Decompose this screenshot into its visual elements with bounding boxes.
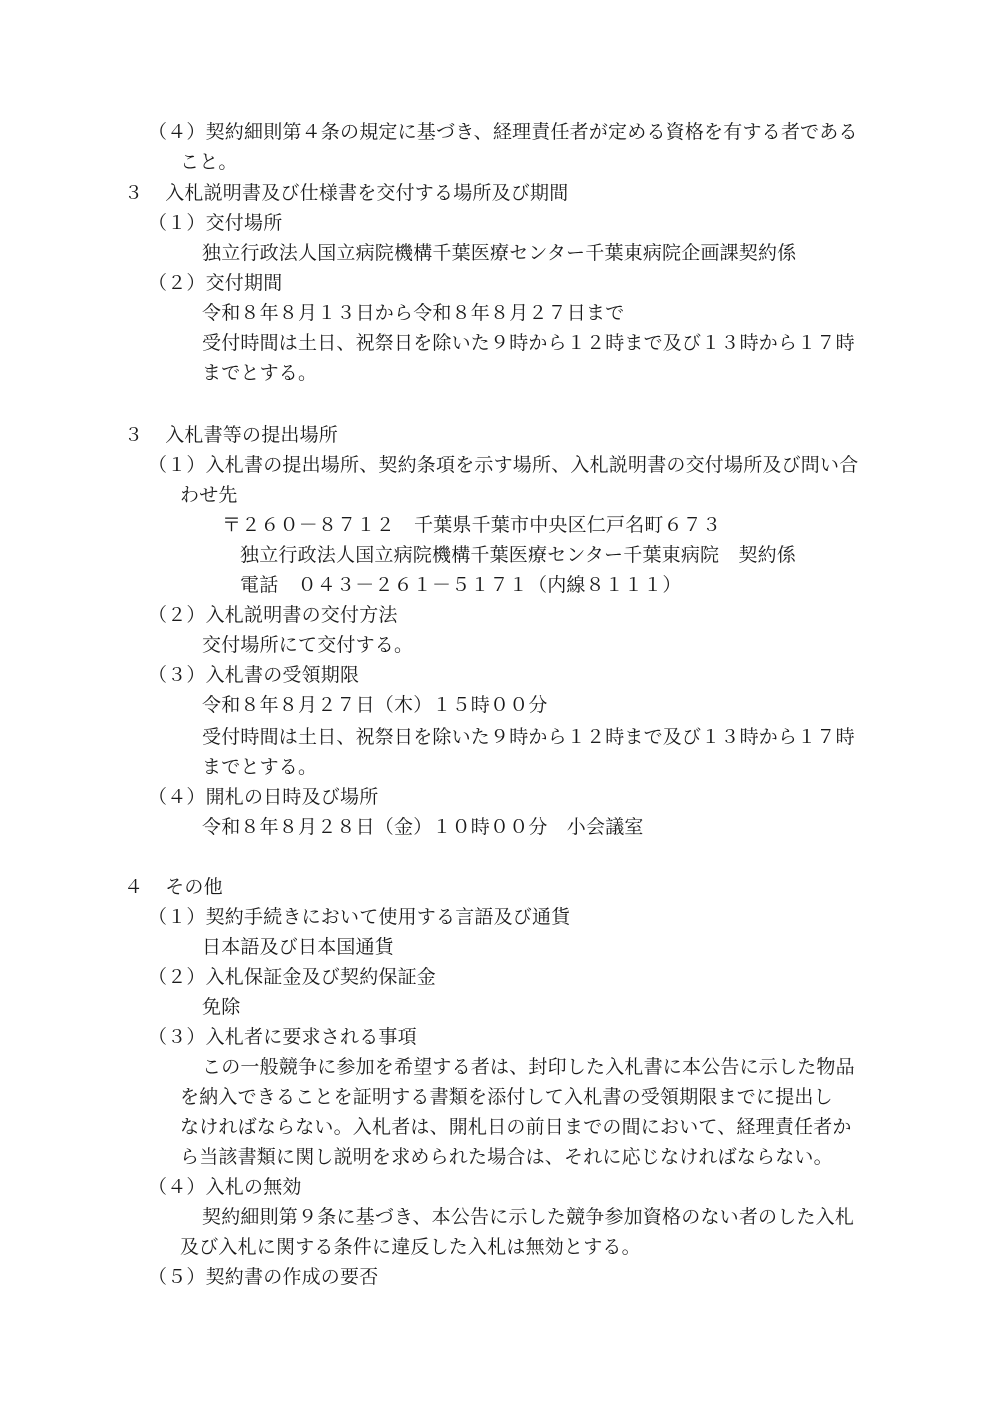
section-3a-item-2-text-1: 令和８年８月１３日から令和８年８月２７日まで [202,302,625,324]
section-3b-item-4-heading [148,782,378,812]
section-3b-item-3-text-1: 令和８年８月２７日（木）１５時００分 [202,694,548,716]
item-title: 開札の日時及び場所 [205,786,379,808]
section-4-heading [124,872,223,902]
item-label: （３） [148,664,206,686]
section-3a-item-2-heading [148,268,282,298]
section-4-item-3-text-1: この一般競争に参加を希望する者は、封印した入札書に本公告に示した物品 [202,1056,855,1078]
section-3a-item-1-heading [148,208,282,238]
section-4-item-2-heading [148,962,436,992]
organization-name: 独立行政法人国立病院機構千葉医療センター千葉東病院 契約係 [240,544,797,566]
section-3a-item-2-text-2: 受付時間は土日、祝祭日を除いた９時から１２時まで及び１３時から１７時 [202,332,855,354]
section-4-item-3-heading [148,1022,417,1052]
item-title: 契約書の作成の要否 [205,1266,379,1288]
section-4-item-4-text-1: 契約細則第９条に基づき、本公告に示した競争参加資格のない者のした入札 [202,1206,855,1228]
item-label: （２） [148,272,206,294]
section-3a-item-1-text: 独立行政法人国立病院機構千葉医療センター千葉東病院企画課契約係 [202,242,797,264]
item-title: 契約手続きにおいて使用する言語及び通貨 [205,906,571,928]
section-4-item-4-text-2: 及び入札に関する条件に違反した入札は無効とする。 [180,1236,641,1258]
section-4-item-4-heading [148,1172,302,1202]
item-title: 入札者に要求される事項 [205,1026,417,1048]
item-label: （３） [148,1026,206,1048]
item-title: 入札説明書の交付方法 [205,604,398,626]
item-label: （４） [148,1176,206,1198]
section-title: 入札書等の提出場所 [165,424,339,446]
section-3b-item-2-heading [148,600,398,630]
item-title: 入札保証金及び契約保証金 [205,966,437,988]
section-3b-item-3-heading [148,660,359,690]
section-3b-item-1-line-1 [148,450,858,480]
section-3b-item-1-line-2: わせ先 [180,484,238,506]
item-4-line-1 [148,117,858,147]
section-3b-item-4-text: 令和８年８月２８日（金）１０時００分 小会議室 [202,816,644,838]
section-number: ４ [124,876,144,898]
section-4-item-1-text: 日本語及び日本国通貨 [202,936,395,958]
item-text: 契約細則第４条の規定に基づき、経理責任者が定める資格を有する者である [205,121,858,143]
phone-number: 電話 ０４３－２６１－５１７１（内線８１１１） [240,574,682,596]
item-label: （５） [148,1266,206,1288]
section-3b-item-2-text: 交付場所にて交付する。 [202,634,414,656]
section-4-item-3-text-3: なければならない。入札者は、開札日の前日までの間において、経理責任者か [180,1116,852,1138]
item-label: （１） [148,454,206,476]
section-4-item-1-heading [148,902,570,932]
section-4-item-5-heading [148,1262,378,1292]
item-label: （２） [148,604,206,626]
item-title: 入札書の受領期限 [205,664,360,686]
item-text: 入札書の提出場所、契約条項を示す場所、入札説明書の交付場所及び問い合 [205,454,859,476]
section-4-item-3-text-4: ら当該書類に関し説明を求められた場合は、それに応じなければならない。 [180,1146,833,1168]
section-4-item-3-text-2: を納入できることを証明する書類を添付して入札書の受領期限までに提出し [180,1086,833,1108]
section-title: その他 [165,876,223,898]
postal-address: 〒２６０－８７１２ 千葉県千葉市中央区仁戸名町６７３ [222,514,722,536]
item-label: （２） [148,966,206,988]
section-3a-heading [124,178,568,208]
item-label: （１） [148,212,206,234]
item-label: （４） [148,786,206,808]
section-title: 入札説明書及び仕様書を交付する場所及び期間 [165,182,569,204]
section-4-item-2-text: 免除 [202,996,241,1018]
section-number: ３ [124,424,144,446]
section-3b-heading [124,420,338,450]
item-label: （４） [148,121,206,143]
item-title: 交付期間 [205,272,283,294]
section-number: ３ [124,182,144,204]
item-label: （１） [148,906,206,928]
item-title: 交付場所 [205,212,283,234]
section-3b-item-3-text-3: までとする。 [202,756,318,778]
section-3b-item-3-text-2: 受付時間は土日、祝祭日を除いた９時から１２時まで及び１３時から１７時 [202,726,855,748]
item-4-line-2: こと。 [180,151,238,173]
item-title: 入札の無効 [205,1176,302,1198]
section-3a-item-2-text-3: までとする。 [202,362,318,384]
